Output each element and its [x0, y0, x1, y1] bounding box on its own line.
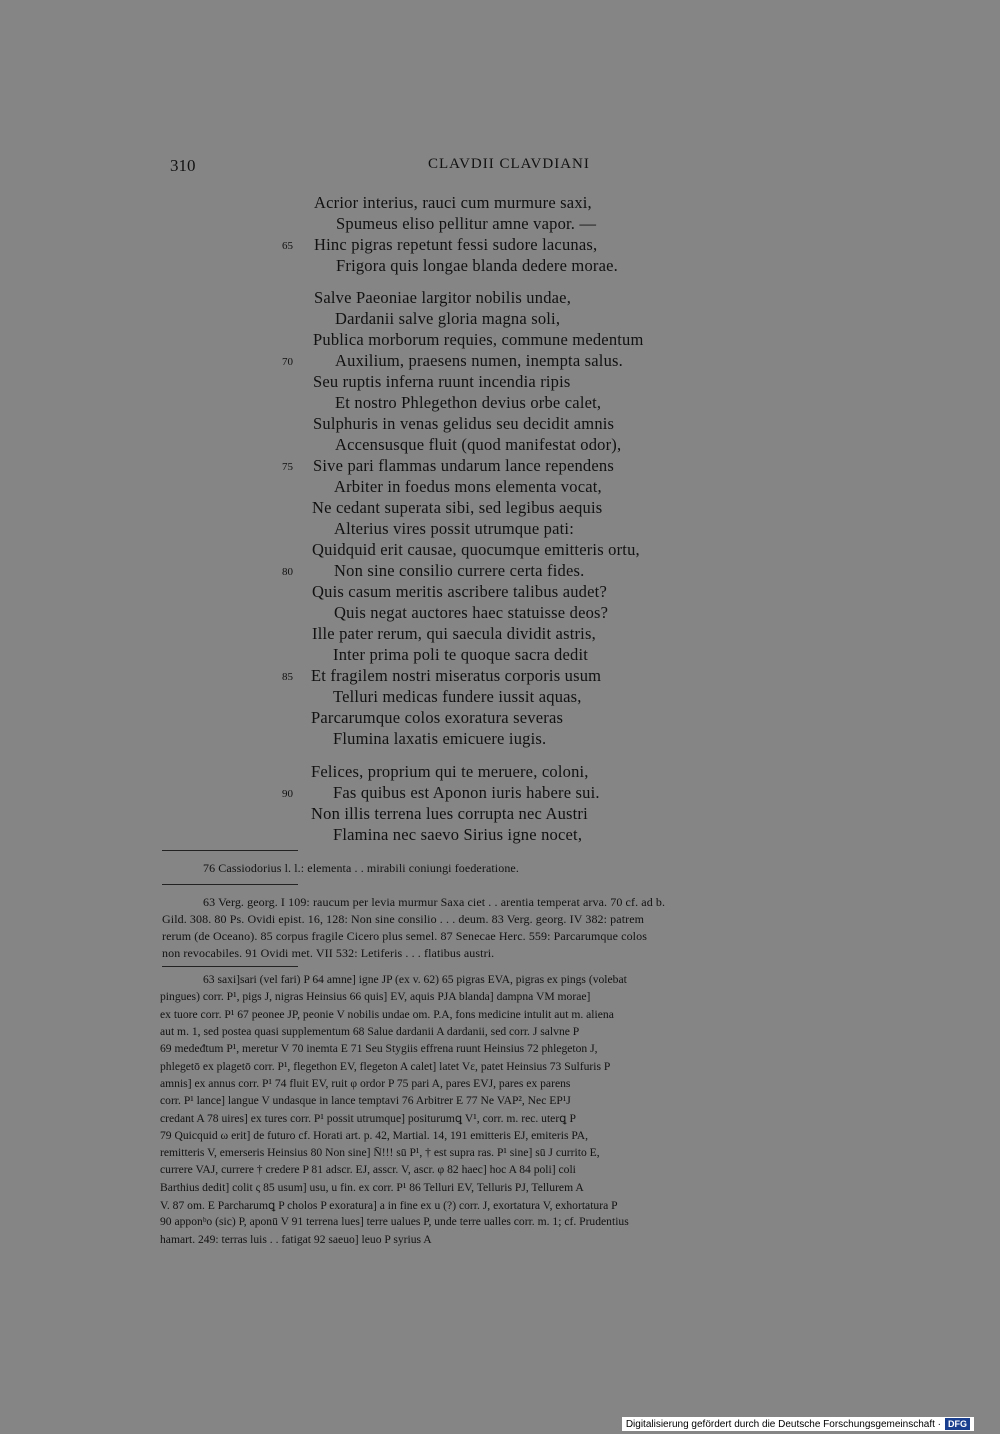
- verse-line: Spumeus eliso pellitur amne vapor. —: [336, 214, 597, 233]
- apparatus-line: amnis] ex annus corr. P¹ 74 fluit EV, ruit φ ordor P 75 pari A, pares EVJ, pares ex parens: [160, 1076, 571, 1090]
- verse-line: Flumina laxatis emicuere iugis.: [333, 729, 547, 748]
- line-number: 85: [282, 671, 293, 683]
- verse-line: Non sine consilio currere certa fides.: [334, 561, 585, 580]
- verse-line: Telluri medicas fundere iussit aquas,: [333, 687, 582, 706]
- verse-line: Parcarumque colos exoratura severas: [311, 708, 564, 727]
- verse-line: Et fragilem nostri miseratus corporis usum: [311, 666, 602, 685]
- apparatus-line: remitteris V, emerseris Heinsius 80 Non sine] N̄!!! sū P¹, † est supra ras. P¹ sine] sū J currito E,: [160, 1146, 600, 1159]
- verse-line: Inter prima poli te quoque sacra dedit: [333, 645, 589, 664]
- apparatus-line: 90 apponᵇo (sic) P, aponū V 91 terrena lues] terre ualues P, unde terre ualles corr. m. 1; cf. Prudentius: [160, 1215, 629, 1229]
- locus-similis-line: rerum (de Oceano). 85 corpus fragile Cicero plus semel. 87 Senecae Herc. 559: Parcarumque colos: [162, 929, 647, 943]
- apparatus-line: 79 Quicquid ω erit] de futuro cf. Horati art. p. 42, Martial. 14, 191 emitteris EJ, emiteris PA,: [160, 1128, 589, 1142]
- verse-line: Publica morborum requies, commune medentum: [313, 330, 644, 349]
- line-number: 90: [282, 788, 293, 800]
- apparatus-line: ex tuore corr. P¹ 67 peonee JP, peonie V nobilis undae om. P.A, fons medicine intulit aut m. aliena: [160, 1007, 614, 1021]
- verse-line: Arbiter in foedus mons elementa vocat,: [334, 477, 602, 496]
- verse-line: Alterius vires possit utrumque pati:: [334, 519, 575, 538]
- apparatus-line: 69 medeđtum P¹, meretur V 70 inemta E 71 Seu Stygiis effrena ruunt Heinsius 72 phlegeton J,: [160, 1042, 598, 1056]
- dfg-logo: DFG: [945, 1418, 970, 1430]
- divider: [162, 884, 298, 885]
- locus-similis-line: non revocabiles. 91 Ovidi met. VII 532: Letiferis . . . flatibus austri.: [162, 946, 495, 960]
- verse-line: Salve Paeoniae largitor nobilis undae,: [314, 288, 572, 307]
- line-number: 75: [282, 461, 293, 473]
- divider: [162, 850, 298, 851]
- verse-line: Sive pari flammas undarum lance rependens: [313, 456, 614, 475]
- verse-line: Quis negat auctores haec statuisse deos?: [334, 603, 609, 622]
- verse-line: Et nostro Phlegethon devius orbe calet,: [335, 393, 602, 412]
- apparatus-line: currere VAJ, currere † credere P 81 adscr. EJ, asscr. V, ascr. φ 82 haec] hoc A 84 poli] coli: [160, 1163, 576, 1177]
- verse-line: Hinc pigras repetunt fessi sudore lacunas,: [314, 235, 598, 254]
- locus-similis-line: Gild. 308. 80 Ps. Ovidi epist. 16, 128: Non sine consilio . . . deum. 83 Verg. georg. IV 382: patrem: [162, 912, 645, 926]
- apparatus-line: phlegetō ex plagetō corr. P¹, flegethon EV, flegeton A calet] latet Vε, patet Heinsius 73 Sulfuris P: [160, 1059, 611, 1073]
- footer-credit: [622, 1417, 974, 1431]
- verse-line: Acrior interius, rauci cum murmure saxi,: [314, 193, 592, 212]
- apparatus-line: Barthius dedit] colit ς 85 usum] usu, u fin. ex corr. P¹ 86 Telluri EV, Telluris PJ, Tellurem A: [160, 1180, 584, 1194]
- verse-line: Auxilium, praesens numen, inempta salus.: [335, 351, 623, 370]
- verse-line: Seu ruptis inferna ruunt incendia ripis: [313, 372, 571, 391]
- verse-line: Frigora quis longae blanda dedere morae.: [336, 256, 618, 275]
- verse-line: Flamina nec saevo Sirius igne nocet,: [333, 825, 583, 844]
- testimonium: 76 Cassiodorius l. l.: elementa . . mirabili coniungi foederatione.: [203, 861, 519, 875]
- verse-line: Fas quibus est Aponon iuris habere sui.: [333, 783, 600, 802]
- verse-line: Felices, proprium qui te meruere, coloni,: [311, 762, 589, 781]
- apparatus-line: pingues) corr. P¹, pigs J, nigras Heinsius 66 quis] EV, aquis PJA blanda] dampna VM morae]: [160, 990, 591, 1004]
- running-title: CLAVDII CLAVDIANI: [428, 156, 590, 172]
- divider: [162, 966, 298, 967]
- locus-similis-line: 63 Verg. georg. I 109: raucum per levia murmur Saxa ciet . . arentia temperat arva. 70 cf. ad b.: [203, 895, 666, 909]
- apparatus-line: corr. P¹ lance] langue V undasque in lance temptavi 76 Arbitrer E 77 Ne VAP², Nec EP¹J: [160, 1094, 571, 1108]
- apparatus-line: V. 87 om. E Parcharumꝗ P cholos P exoratura] a in fine ex u (?) corr. J, exortatura V, exhortatura P: [160, 1198, 618, 1212]
- verse-line: Ille pater rerum, qui saecula dividit astris,: [312, 624, 596, 643]
- verse-line: Quidquid erit causae, quocumque emitteris ortu,: [312, 540, 640, 559]
- apparatus-line: credant A 78 uires] ex tures corr. P¹ possit utrumque] positurumꝗ V¹, corr. m. rec. uterꝗ P: [160, 1112, 576, 1126]
- verse-line: Dardanii salve gloria magna soli,: [335, 309, 561, 328]
- verse-line: Sulphuris in venas gelidus seu decidit amnis: [313, 414, 615, 433]
- apparatus-line: hamart. 249: terras luis . . fatigat 92 saeuo] leuo P syrius A: [160, 1232, 432, 1246]
- apparatus-line: 63 saxi]sari (vel fari) P 64 amne] igne JP (ex v. 62) 65 pigras EVA, pigras ex pings (volebat: [203, 973, 627, 986]
- line-number: 65: [282, 240, 293, 252]
- line-number: 70: [282, 356, 293, 368]
- verse-line: Accensusque fluit (quod manifestat odor),: [335, 435, 622, 454]
- footer-text: Digitalisierung gefördert durch die Deutsche Forschungsgemeinschaft ·: [625, 1418, 941, 1430]
- page-number: 310: [170, 156, 196, 175]
- line-number: 80: [282, 566, 293, 578]
- verse-line: Ne cedant superata sibi, sed legibus aequis: [312, 498, 603, 517]
- apparatus-line: aut m. 1, sed postea quasi supplementum 68 Salue dardanii A dardanii, sed corr. J salvne P: [160, 1024, 580, 1038]
- verse-line: Non illis terrena lues corrupta nec Austri: [311, 804, 588, 823]
- verse-line: Quis casum meritis ascribere talibus audet?: [312, 582, 607, 601]
